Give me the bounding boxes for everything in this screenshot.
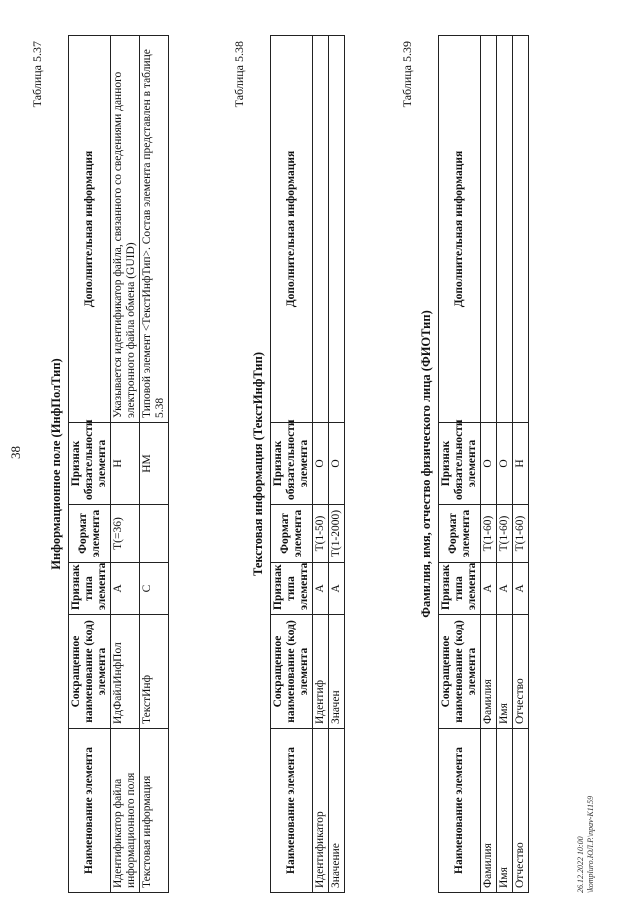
table-number: Таблица 5.39 xyxy=(400,41,414,108)
print-stamp xyxy=(576,796,596,893)
table-number: Таблица 5.38 xyxy=(232,41,246,108)
column-header-format: Формат элемента xyxy=(439,505,481,563)
table-row xyxy=(329,36,345,893)
column-header-required: Признак обязательности элемента xyxy=(271,423,313,505)
cell-required: О xyxy=(481,423,497,505)
cell-format: T(1-60) xyxy=(513,505,529,563)
cell-name: Имя xyxy=(497,729,513,893)
table-header-row xyxy=(271,36,313,893)
table-row xyxy=(111,36,140,893)
cell-name: Фамилия xyxy=(481,729,497,893)
cell-required: Н xyxy=(513,423,529,505)
cell-name: Идентификатор xyxy=(313,729,329,893)
cell-required: О xyxy=(497,423,513,505)
cell-code: ИдФайлИнфПол xyxy=(111,615,140,729)
cell-name: Текстовая информация xyxy=(140,729,169,893)
cell-code: Имя xyxy=(497,615,513,729)
cell-name: Значение xyxy=(329,729,345,893)
cell-required: О xyxy=(329,423,345,505)
table-header-row xyxy=(439,36,481,893)
column-header-code: Сокращенное наименование (код) элемента xyxy=(69,615,111,729)
stamp-line: \kompluro.ЮЛ.P.\npav-К1159 xyxy=(586,795,595,893)
cell-type: А xyxy=(329,563,345,615)
column-header-format: Формат элемента xyxy=(69,505,111,563)
column-header-type: Признак типа элемента xyxy=(439,563,481,615)
cell-format: T(1-50) xyxy=(313,505,329,563)
cell-code: Фамилия xyxy=(481,615,497,729)
data-table xyxy=(270,35,345,893)
table-row xyxy=(140,36,169,893)
stamp-line: 26.12.2022 10:00 xyxy=(576,836,585,893)
cell-info xyxy=(481,36,497,423)
cell-format: T(1-60) xyxy=(497,505,513,563)
cell-name: Идентификатор файла информационного поля xyxy=(111,729,140,893)
cell-required: О xyxy=(313,423,329,505)
table-block-5-37 xyxy=(30,35,169,893)
column-header-info: Дополнительная информация xyxy=(69,36,111,423)
cell-type: А xyxy=(481,563,497,615)
table-header-row xyxy=(69,36,111,893)
data-table xyxy=(68,35,169,893)
column-header-code: Сокращенное наименование (код) элемента xyxy=(271,615,313,729)
table-title: Информационное поле (ИнфПолТип) xyxy=(49,358,63,570)
cell-info: Типовой элемент <ТекстИнфТип>. Состав элемента представлен в таблице 5.38 xyxy=(140,36,169,423)
table-title: Фамилия, имя, отчество физического лица (ФИОТип) xyxy=(419,310,433,618)
cell-type: А xyxy=(111,563,140,615)
table-row xyxy=(481,36,497,893)
cell-format: T(1-60) xyxy=(481,505,497,563)
cell-info xyxy=(513,36,529,423)
cell-code: ТекстИнф xyxy=(140,615,169,729)
column-header-required: Признак обязательности элемента xyxy=(439,423,481,505)
column-header-code: Сокращенное наименование (код) элемента xyxy=(439,615,481,729)
cell-required: НМ xyxy=(140,423,169,505)
cell-info xyxy=(497,36,513,423)
cell-type: А xyxy=(313,563,329,615)
column-header-type: Признак типа элемента xyxy=(69,563,111,615)
cell-required: Н xyxy=(111,423,140,505)
cell-type: А xyxy=(497,563,513,615)
table-row xyxy=(497,36,513,893)
cell-code: Значен xyxy=(329,615,345,729)
cell-name: Отчество xyxy=(513,729,529,893)
cell-format: T(=36) xyxy=(111,505,140,563)
cell-type: С xyxy=(140,563,169,615)
column-header-type: Признак типа элемента xyxy=(271,563,313,615)
cell-info: Указывается идентификатор файла, связанного со сведениями данного электронного файла обмена (GUID) xyxy=(111,36,140,423)
data-table xyxy=(438,35,529,893)
page-number: 38 xyxy=(8,446,23,459)
cell-code: Идентиф xyxy=(313,615,329,729)
column-header-info: Дополнительная информация xyxy=(439,36,481,423)
table-title: Текстовая информация (ТекстИнфТип) xyxy=(251,352,265,577)
cell-code: Отчество xyxy=(513,615,529,729)
cell-info xyxy=(313,36,329,423)
table-row xyxy=(513,36,529,893)
cell-type: А xyxy=(513,563,529,615)
table-row xyxy=(313,36,329,893)
column-header-format: Формат элемента xyxy=(271,505,313,563)
column-header-name: Наименование элемента xyxy=(439,729,481,893)
cell-format xyxy=(140,505,169,563)
table-block-5-38 xyxy=(232,35,345,893)
column-header-name: Наименование элемента xyxy=(69,729,111,893)
cell-format: T(1-2000) xyxy=(329,505,345,563)
column-header-name: Наименование элемента xyxy=(271,729,313,893)
table-block-5-39 xyxy=(400,35,529,893)
column-header-required: Признак обязательности элемента xyxy=(69,423,111,505)
cell-info xyxy=(329,36,345,423)
column-header-info: Дополнительная информация xyxy=(271,36,313,423)
table-number: Таблица 5.37 xyxy=(30,41,44,108)
